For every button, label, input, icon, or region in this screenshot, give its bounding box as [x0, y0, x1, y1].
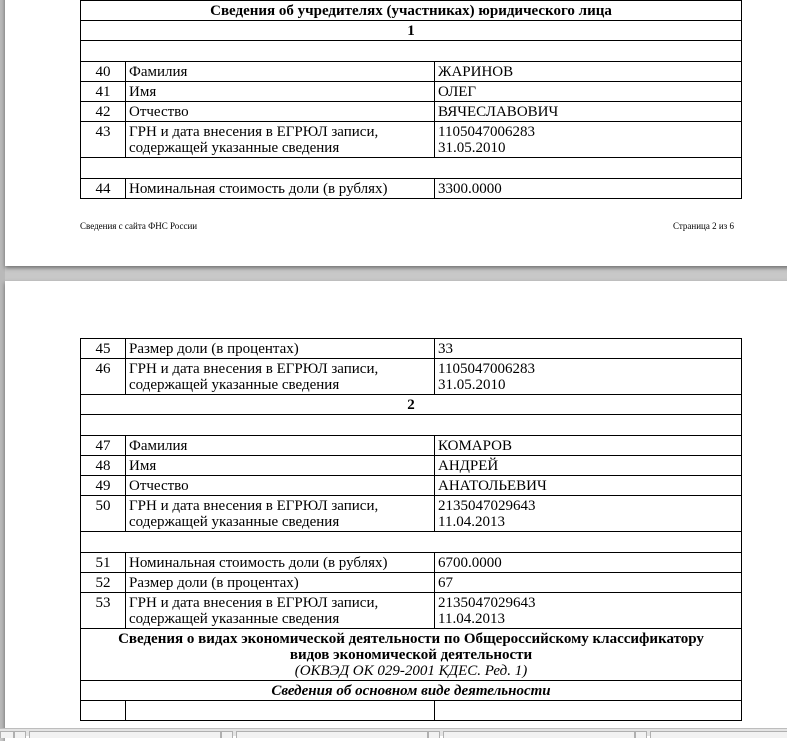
row-value: ЖАРИНОВ — [435, 62, 742, 82]
date-value: 31.05.2010 — [438, 140, 506, 156]
row-number: 42 — [81, 102, 126, 122]
empty-row — [81, 41, 742, 62]
grn-value: 1105047006283 — [438, 124, 535, 140]
row-label: Имя — [126, 456, 435, 476]
row-label: Отчество — [126, 476, 435, 496]
row-number: 47 — [81, 436, 126, 456]
empty-row — [81, 532, 742, 553]
row-number: 40 — [81, 62, 126, 82]
row-number: 46 — [81, 359, 126, 395]
okved-header-line: видов экономической деятельности — [289, 647, 533, 663]
table-row — [81, 593, 742, 629]
date-value: 11.04.2013 — [438, 514, 505, 530]
row-label: Номинальная стоимость доли (в рублях) — [126, 553, 435, 573]
label-line: содержащей указанные сведения — [129, 611, 340, 627]
row-number: 44 — [81, 179, 126, 199]
table-row — [81, 436, 742, 456]
row-label: Размер доли (в процентах) — [126, 573, 435, 593]
table-row — [81, 102, 742, 122]
row-value: 33 — [435, 339, 742, 359]
table-row — [81, 82, 742, 102]
footer-page-number: Страница 2 из 6 — [673, 221, 734, 231]
row-number: 48 — [81, 456, 126, 476]
row-value-cut — [435, 701, 742, 721]
okved-header-line: Сведения о видах экономической деятельности по Общероссийскому классификатору — [118, 631, 704, 647]
okved-classifier-edition: (ОКВЭД ОК 029-2001 КДЕС. Ред. 1) — [294, 663, 528, 679]
table-row — [81, 122, 742, 158]
label-line: ГРН и дата внесения в ЕГРЮЛ записи, — [129, 361, 379, 377]
row-label: Фамилия — [126, 62, 435, 82]
row-label — [126, 122, 435, 158]
row-label: Номинальная стоимость доли (в рублях) — [126, 179, 435, 199]
row-value: ВЯЧЕСЛАВОВИЧ — [435, 102, 742, 122]
empty-row — [81, 158, 742, 179]
table-row — [81, 359, 742, 395]
row-label: Размер доли (в процентах) — [126, 339, 435, 359]
grn-value: 1105047006283 — [438, 361, 535, 377]
row-value — [435, 122, 742, 158]
grn-value: 2135047029643 — [438, 498, 536, 514]
label-line: ГРН и дата внесения в ЕГРЮЛ записи, — [129, 498, 379, 514]
label-line: содержащей указанные сведения — [129, 140, 340, 156]
row-value — [435, 359, 742, 395]
table-row — [81, 496, 742, 532]
row-label: Фамилия — [126, 436, 435, 456]
table-row — [81, 339, 742, 359]
row-label-cut — [126, 701, 435, 721]
row-label — [126, 359, 435, 395]
label-line: ГРН и дата внесения в ЕГРЮЛ записи, — [129, 595, 379, 611]
document-page-3 — [5, 281, 787, 741]
row-value — [435, 496, 742, 532]
row-number: 43 — [81, 122, 126, 158]
label-line: содержащей указанные сведения — [129, 377, 340, 393]
row-value: АНДРЕЙ — [435, 456, 742, 476]
table-row — [81, 573, 742, 593]
row-number: 51 — [81, 553, 126, 573]
row-label — [126, 593, 435, 629]
row-number-cut — [81, 701, 126, 721]
row-value: АНАТОЛЬЕВИЧ — [435, 476, 742, 496]
row-number: 53 — [81, 593, 126, 629]
row-label — [126, 496, 435, 532]
row-value: ОЛЕГ — [435, 82, 742, 102]
table-row — [81, 553, 742, 573]
row-value — [435, 593, 742, 629]
row-label: Имя — [126, 82, 435, 102]
row-number: 41 — [81, 82, 126, 102]
okved-section-header — [81, 629, 742, 681]
founders-table-page-2 — [80, 0, 742, 199]
grn-value: 2135047029643 — [438, 595, 536, 611]
table-row — [81, 456, 742, 476]
row-label: Отчество — [126, 102, 435, 122]
date-value: 11.04.2013 — [438, 611, 505, 627]
row-number: 50 — [81, 496, 126, 532]
table-row — [81, 62, 742, 82]
document-page-2 — [5, 0, 787, 266]
row-number: 52 — [81, 573, 126, 593]
row-value: КОМАРОВ — [435, 436, 742, 456]
label-line: ГРН и дата внесения в ЕГРЮЛ записи, — [129, 124, 379, 140]
founder-number-2: 2 — [81, 395, 742, 415]
row-value: 67 — [435, 573, 742, 593]
main-activity-header: Сведения об основном виде деятельности — [81, 681, 742, 701]
empty-row — [81, 415, 742, 436]
date-value: 31.05.2010 — [438, 377, 506, 393]
founder-number-1: 1 — [81, 21, 742, 41]
row-number: 45 — [81, 339, 126, 359]
label-line: содержащей указанные сведения — [129, 514, 340, 530]
footer-source: Сведения с сайта ФНС России — [80, 221, 198, 231]
founders-table-page-3 — [80, 338, 742, 721]
row-value: 3300.0000 — [435, 179, 742, 199]
row-value: 6700.0000 — [435, 553, 742, 573]
row-number: 49 — [81, 476, 126, 496]
founders-section-header: Сведения об учредителях (участниках) юридического лица — [81, 1, 742, 21]
table-row — [81, 476, 742, 496]
table-row — [81, 179, 742, 199]
